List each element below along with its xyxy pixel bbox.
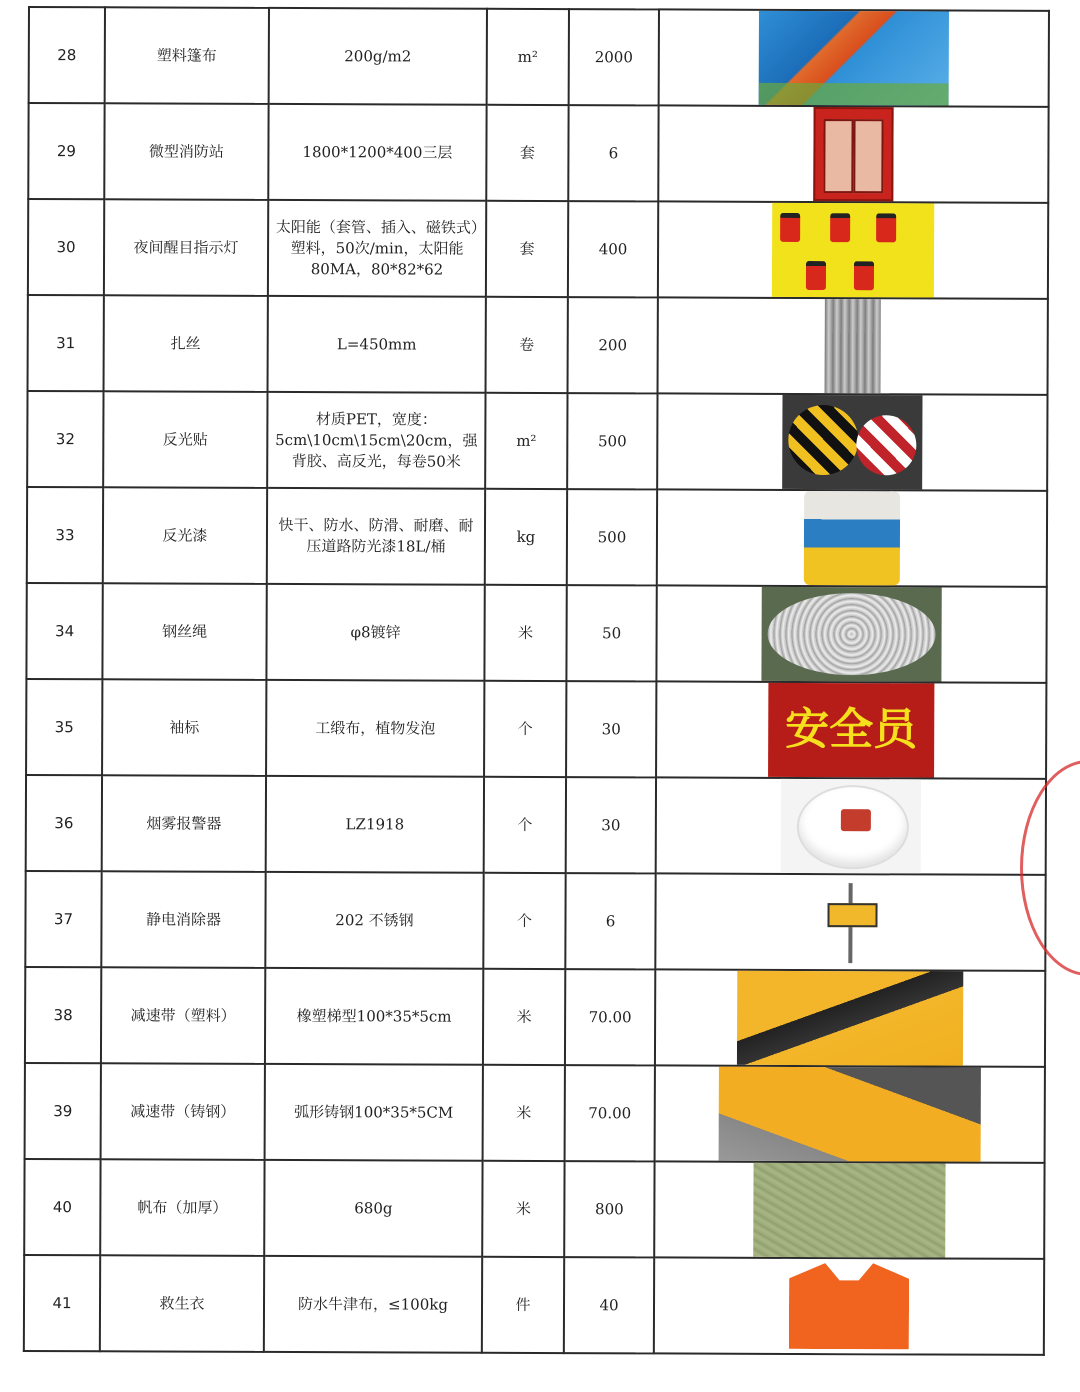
smoke-alarm-photo — [781, 779, 921, 874]
item-quantity: 40 — [564, 1257, 654, 1353]
armband-photo: 安全员 — [768, 683, 934, 778]
item-image-cell — [656, 777, 1046, 874]
warning-lamp-photo — [772, 203, 934, 298]
table-row — [27, 487, 1047, 587]
tie-wire-photo — [825, 299, 881, 393]
item-quantity: 500 — [567, 393, 657, 489]
item-spec: 202 不锈钢 — [265, 872, 483, 969]
item-unit: 个 — [484, 681, 566, 777]
row-number: 29 — [28, 103, 104, 199]
item-image-cell — [655, 873, 1045, 970]
table-row — [26, 583, 1046, 683]
table-row — [27, 391, 1047, 491]
item-image-cell — [654, 1161, 1044, 1258]
procurement-sheet — [28, 6, 1048, 1352]
table-row — [28, 103, 1048, 203]
item-quantity: 30 — [566, 681, 656, 777]
item-quantity: 800 — [564, 1161, 654, 1257]
reflective-tape-photo — [782, 395, 922, 490]
item-image-cell — [656, 585, 1046, 682]
item-unit: 米 — [483, 969, 565, 1065]
table-row — [26, 775, 1046, 875]
item-unit: 套 — [486, 105, 568, 201]
item-image-cell — [658, 297, 1048, 394]
item-image-cell — [655, 1065, 1045, 1162]
tarp-photo — [759, 11, 949, 106]
item-name: 夜间醒目指示灯 — [104, 199, 268, 296]
item-spec: LZ1918 — [266, 776, 484, 873]
item-image-cell — [657, 489, 1047, 586]
item-spec: 橡塑梯型100*35*5cm — [265, 968, 483, 1065]
table-row — [24, 1159, 1044, 1259]
item-name: 减速带（铸钢） — [101, 1063, 265, 1160]
item-quantity: 50 — [566, 585, 656, 681]
item-quantity: 500 — [567, 489, 657, 585]
item-spec: 材质PET，宽度：5cm\10cm\15cm\20cm，强背胶、高反光，每卷50米 — [267, 392, 485, 489]
item-name: 袖标 — [102, 679, 266, 776]
canvas-photo — [753, 1163, 945, 1258]
item-spec: 200g/m2 — [269, 8, 487, 105]
plastic-speed-bump-photo — [737, 971, 963, 1066]
item-name: 扎丝 — [104, 295, 268, 392]
row-number: 28 — [29, 7, 105, 103]
table-row — [26, 679, 1046, 779]
item-quantity: 2000 — [569, 9, 659, 105]
item-image-cell — [654, 1257, 1044, 1354]
item-spec: φ8镀锌 — [266, 584, 484, 681]
cast-steel-speed-bump-photo — [719, 1067, 981, 1162]
item-quantity: 30 — [566, 777, 656, 873]
item-image-cell — [657, 393, 1047, 490]
item-image-cell — [655, 969, 1045, 1066]
item-quantity: 6 — [565, 873, 655, 969]
static-eliminator-photo — [815, 875, 885, 969]
row-number: 38 — [25, 967, 101, 1063]
item-name: 静电消除器 — [101, 871, 265, 968]
item-unit: 套 — [486, 201, 568, 297]
items-table — [23, 6, 1050, 1356]
steel-rope-photo — [761, 587, 941, 682]
item-quantity: 6 — [568, 105, 658, 201]
item-name: 钢丝绳 — [102, 583, 266, 680]
item-unit: m² — [485, 393, 567, 489]
item-spec: 防水牛津布，≤100kg — [264, 1256, 482, 1353]
item-unit: 卷 — [486, 297, 568, 393]
item-image-cell — [659, 9, 1049, 106]
item-unit: 件 — [482, 1257, 564, 1353]
item-image-cell — [658, 201, 1048, 298]
row-number: 39 — [25, 1063, 101, 1159]
row-number: 31 — [28, 295, 104, 391]
item-name: 反光漆 — [103, 487, 267, 584]
item-quantity: 70.00 — [565, 1065, 655, 1161]
paint-bucket-photo — [804, 491, 900, 585]
item-spec: 680g — [264, 1160, 482, 1257]
item-spec: 1800*1200*400三层 — [268, 104, 486, 201]
item-unit: 个 — [483, 873, 565, 969]
row-number: 40 — [24, 1159, 100, 1255]
item-unit: 米 — [483, 1065, 565, 1161]
row-number: 34 — [26, 583, 102, 679]
item-name: 塑料篷布 — [105, 7, 269, 104]
item-spec: L=450mm — [268, 296, 486, 393]
row-number: 36 — [26, 775, 102, 871]
item-unit: 米 — [484, 585, 566, 681]
item-spec: 快干、防水、防滑、耐磨、耐压道路防光漆18L/桶 — [267, 488, 485, 585]
table-row — [28, 295, 1048, 395]
item-unit: 个 — [484, 777, 566, 873]
table-row — [29, 7, 1049, 107]
row-number: 41 — [24, 1255, 100, 1351]
item-name: 救生衣 — [100, 1255, 264, 1352]
item-image-cell — [656, 681, 1046, 778]
item-unit: kg — [485, 489, 567, 585]
table-row — [25, 871, 1045, 971]
table-row — [25, 967, 1045, 1067]
item-quantity: 400 — [568, 201, 658, 297]
item-spec: 弧形铸钢100*35*5CM — [265, 1064, 483, 1161]
fire-cabinet-photo — [813, 107, 893, 201]
item-image-cell — [658, 105, 1048, 202]
life-vest-photo — [781, 1259, 917, 1354]
table-row — [28, 199, 1048, 299]
row-number: 33 — [27, 487, 103, 583]
item-name: 反光贴 — [103, 391, 267, 488]
item-unit: m² — [487, 9, 569, 105]
row-number: 32 — [27, 391, 103, 487]
item-name: 减速带（塑料） — [101, 967, 265, 1064]
item-spec: 太阳能（套管、插入、磁铁式）塑料，50次/min，太阳能80MA，80*82*62 — [268, 200, 486, 297]
row-number: 30 — [28, 199, 104, 295]
item-spec: 工缎布，植物发泡 — [266, 680, 484, 777]
row-number: 37 — [25, 871, 101, 967]
item-quantity: 70.00 — [565, 969, 655, 1065]
row-number: 35 — [26, 679, 102, 775]
item-unit: 米 — [482, 1161, 564, 1257]
table-row — [24, 1255, 1044, 1355]
item-quantity: 200 — [568, 297, 658, 393]
item-name: 帆布（加厚） — [100, 1159, 264, 1256]
table-row — [25, 1063, 1045, 1163]
item-name: 烟雾报警器 — [102, 775, 266, 872]
item-name: 微型消防站 — [104, 103, 268, 200]
